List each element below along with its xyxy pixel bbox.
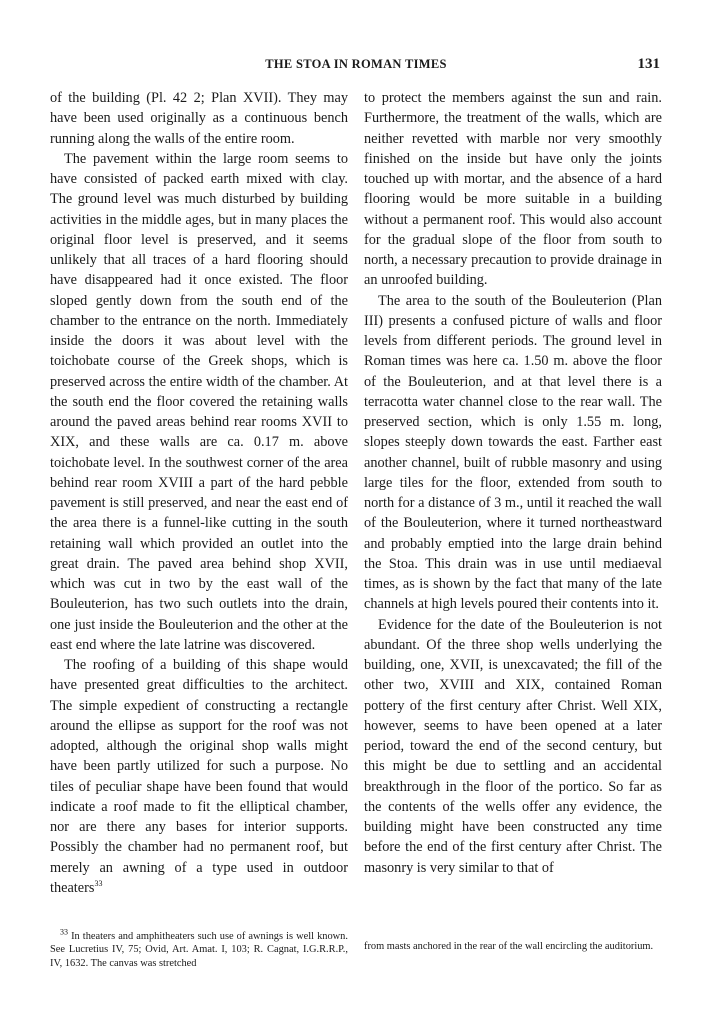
paragraph: to protect the members against the sun and rain. Furthermore, the treatment of the walls, which are neither revetted with marble nor very smoothly finished on the inside but have only the joints touched up with mortar, and the absence of a hard flooring would be more suitable in a building without a permanent roof. This would also account for the gradual slope of the floor from south to north, a necessary precaution to provide drainage in an unroofed building. bbox=[364, 90, 662, 289]
footnote-marker: 33 bbox=[60, 927, 68, 937]
left-column bbox=[50, 88, 348, 898]
paragraph-text: The roofing of a building of this shape would have presented great difficulties to the architect. The simple expedient of constructing a rectangle around the ellipse as support for the roof was not adopted, although the original shop walls might have been partly utilized for such a purpose. No tiles of peculiar shape have been found that would indicate a roof made to fit the elliptical chamber, nor are there any bases for interior supports. Possibly the chamber had no permanent roof, but merely an awning of a type used in outdoor theaters bbox=[50, 657, 348, 896]
right-column bbox=[364, 88, 662, 878]
paragraph bbox=[50, 655, 348, 898]
page-header bbox=[50, 57, 662, 77]
footnote-text: In theaters and amphitheaters such use of awnings is well known. See Lucretius IV, 75; Ovid, Art. Amat. I, 103; R. Cagnat, I.G.R.R.P., IV, 1632. The canvas was stretched bbox=[50, 931, 348, 969]
running-title: THE STOA IN ROMAN TIMES bbox=[265, 57, 447, 71]
footnote-continuation: from masts anchored in the rear of the wall encircling the auditorium. bbox=[364, 941, 654, 952]
footnote-left bbox=[50, 927, 348, 970]
footnote-33 bbox=[50, 927, 348, 970]
page-number: 131 bbox=[637, 56, 660, 72]
footnote-reference: 33 bbox=[94, 878, 103, 888]
paragraph: The pavement within the large room seems to have consisted of packed earth mixed with clay. The ground level was much disturbed by building activities in the middle ages, but in many places the original floor level is preserved, and it seems unlikely that all traces of a hard flooring should have disappeared had it once existed. The floor sloped gently down from the south end of the chamber to the entrance on the north. Immediately inside the doors it was about level with the toichobate course of the Greek shops, which is preserved across the entire width of the chamber. At the south end the floor covered the retaining walls around the paved areas behind rear rooms XVII to XIX, and these walls are ca. 0.17 m. above toichobate level. In the southwest corner of the area behind rear room XVIII a part of the hard pebble pavement is still preserved, and near the east end of the area there is a funnel-like cutting in the south retaining wall which provided an outlet into the great drain. The paved area behind shop XVII, which was cut in two by the east wall of the Bouleuterion, has two such outlets into the drain, one just inside the Bouleuterion and the other at the east end where the late latrine was discovered. bbox=[50, 150, 348, 653]
paragraph: of the building (Pl. 42 2; Plan XVII). They may have been used originally as a continuous bench running along the walls of the entire room. bbox=[50, 90, 348, 147]
paragraph: The area to the south of the Bouleuterion (Plan III) presents a confused picture of walls and floor levels from different periods. The ground level in Roman times was here ca. 1.50 m. above the floor of the Bouleuterion, and at that level there is a terracotta water channel close to the rear wall. The preserved section, which is only 1.55 m. long, slopes steeply down towards the east. Farther east another channel, built of rubble masonry and using large tiles for the floor, extended from south to north for a distance of 3 m., until it reached the wall of the Bouleuterion, where it turned northeastward and probably emptied into the large drain behind the Stoa. This drain was in use until mediaeval times, as is shown by the fact that many of the late channels at high levels poured their contents into it. bbox=[364, 292, 662, 613]
paragraph: Evidence for the date of the Bouleuterion is not abundant. Of the three shop wells underlying the building, one, XVII, is unexcavated; the fill of the other two, XVIII and XIX, contained Roman pottery of the first century after Christ. Well XIX, however, seems to have been opened at a later period, toward the end of the second century, but this might be due to settling and an accidental breakthrough in the floor of the portico. So far as the contents of the wells offer any evidence, the building might have been constructed any time before the end of the first century after Christ. The masonry is very similar to that of bbox=[364, 616, 662, 876]
footnote-right bbox=[364, 940, 662, 953]
